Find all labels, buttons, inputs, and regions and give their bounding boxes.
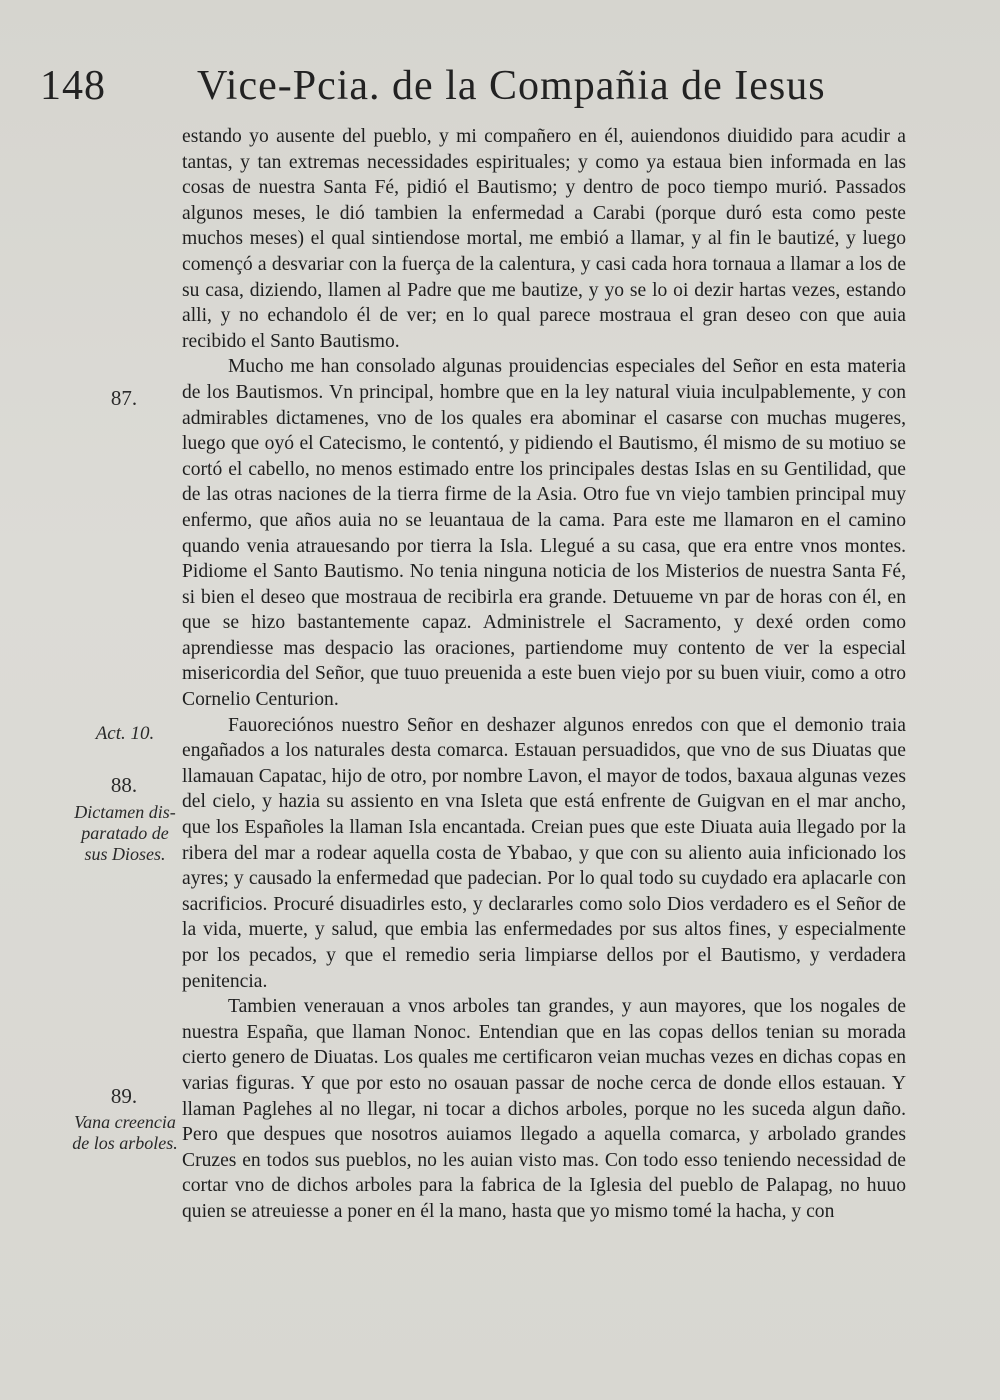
margin-section-number-87: 87. bbox=[110, 386, 138, 410]
paragraph-87: Mucho me han consolado algunas prouidencias especiales del Señor en esta materia de los Bautismos. Vn principal, hombre que en la ley natural viuia inculpablemente, y con admirables dictamenes, vno de los quales era abominar el casarse con muchas mugeres, luego que oyó el Catecismo, le contentó, y pidiendo el Bautismo, él mismo de su motiuo se cortó el cabello, no menos estimado entre los principales destas Islas en su Gentilidad, que de las otras naciones de la tierra firme de la Asia. Otro fue vn viejo tambien principal muy enfermo, que años auia no se leuantaua de la cama. Para este me llamaron en el camino quando venia atrauesando por tierra la Isla. Llegué a su casa, que era entre vnos montes. Pidiome el Santo Bautismo. No tenia ninguna noticia de los Misterios de nuestra Santa Fé, si bien el deseo que mostraua de recibirla era grande. Detuueme vn par de horas con él, en que se hizo bastantemente capaz. Administrele el Sacramento, y dexé orden como aprendiesse mas despacio las oraciones, partiendome muy contento de ver la especial misericordia del Señor, que tuuo preuenida a este buen viejo por su buen viuir, como a otro Cornelio Centurion. bbox=[182, 356, 906, 711]
page-header bbox=[0, 62, 1000, 122]
margin-section-number-89: 89. bbox=[110, 1084, 138, 1108]
page-number: 148 bbox=[40, 63, 106, 109]
running-head: Vice-Pcia. de la Compañia de Iesus bbox=[197, 63, 826, 109]
margin-citation-act-10: Act. 10. bbox=[95, 723, 155, 744]
paragraph-88: Fauoreciónos nuestro Señor en deshazer algunos enredos con que el demonio traia engañados a los naturales desta comarca. Estauan persuadidos, que vno de sus Diuatas que llamauan Capatac, hijo de otro, por nombre Lavon, el mayor de todos, baxaua algunas vezes del cielo, y hazia su assiento en vna Isleta que está enfrente de Guigvan en el mar ancho, que los Españoles la llaman Isla encantada. Creian pues que este Diuata auia llegado por la ribera del mar a rodear aquella costa de Ybabao, y que con su aliento auia inficionado los ayres; y causado la enfermedad que padecian. Por lo qual todo su cuydado era aplacarle con sacrificios. Procuré disuadirles esto, y declararles como solo Dios verdadero es el Señor de la vida, muerte, y salud, que embia las enfermedades por sus altos fines, y especialmente por los pecados, y que el remedio seria limpiarse dellos por el Bautismo, y verdadera penitencia. bbox=[182, 714, 906, 992]
paragraph-89: Tambien venerauan a vnos arboles tan grandes, y aun mayores, que los nogales de nuestra España, que llaman Nonoc. Entendian que en las copas dellos tenian su morada cierto genero de Diuatas. Los quales me certificaron veian muchas vezes en dichas copas en varias figuras. Y que por esto no osauan passar de noche cerca de donde ellos estauan. Y llaman Paglehes al no llegar, ni tocar a dichos arboles, porque no les suceda algun daño. Pero que despues que nosotros auiamos llegado a aquella comarca, y arbolado grandes Cruzes en todos sus pueblos, no les auian visto mas. Con todo esso teniendo necessidad de cortar vno de dichos arboles para la fabrica de la Iglesia del pueblo de Palapag, no huuo quien se atreuiesse a poner en él la mano, hasta que yo mismo tomé la hacha, y con bbox=[182, 996, 906, 1222]
margin-note-arboles: Vana creencia de los arboles. bbox=[72, 1112, 178, 1153]
body-text bbox=[182, 124, 906, 1225]
margin-section-number-88: 88. bbox=[110, 773, 138, 797]
paragraph-86-continued: estando yo ausente del pueblo, y mi compañero en él, auiendonos diuidido para acudir a tantas, y tan extremas necessidades espirituales; y como ya estaua bien informada en las cosas de nuestra Santa Fé, pidió el Bautismo; y dentro de poco tiempo murió. Passados algunos meses, le dió tambien la enfermedad a Carabi (porque duró esta como peste muchos meses) el qual sintiendose mortal, me embió a llamar, y al fin le bautizé, y luego començó a desvariar con la fuerça de la calentura, y casi cada hora tornaua a llamar a los de su casa, diziendo, llamen al Padre que me bautize, y yo se lo oi dezir hartas vezes, estando alli, y no echandolo él de ver; en lo qual parece mostraua el gran deseo con que auia recibido el Santo Bautismo. bbox=[182, 126, 906, 352]
margin-note-dictamen: Dictamen dis-paratado de sus Dioses. bbox=[74, 802, 176, 864]
